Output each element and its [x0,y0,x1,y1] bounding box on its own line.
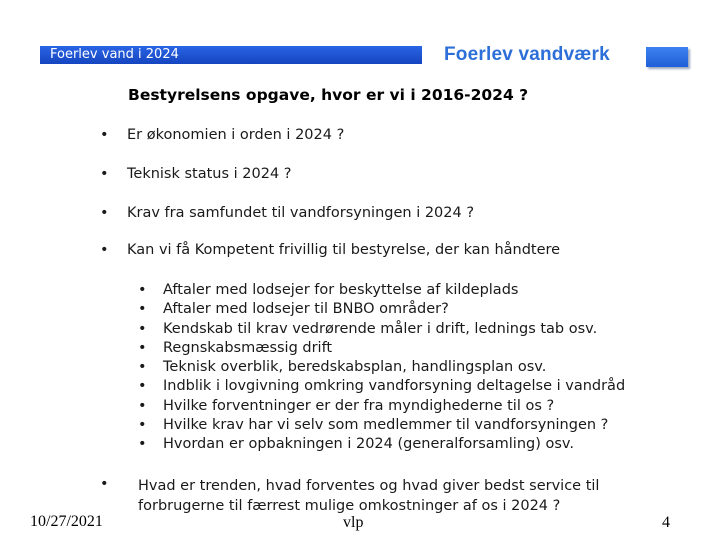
sub-bullet-item [138,377,625,396]
page-number: 4 [662,514,670,531]
bullet-dot-icon: • [138,320,147,337]
bullet-dot-icon: • [138,282,147,298]
bullet-dot-icon: • [138,301,147,318]
bullet-dot-icon: • [138,378,147,395]
sub-bullet-item [138,300,625,319]
footer-author: vlp [343,514,364,531]
bullet-text: Krav fra samfundet til vandforsyningen i 2024 ? [127,205,475,221]
header-title: Foerlev vand i 2024 [50,47,179,62]
sub-bullet-text: Hvilke forventninger er der fra myndighederne til os ? [163,397,555,414]
sub-bullet-text: Hvilke krav har vi selv som medlemmer til vandforsyningen ? [163,417,609,434]
sub-bullet-item [138,281,625,300]
bullet-dot-icon: • [138,359,147,376]
sub-bullet-item [138,397,625,416]
bullet-dot-icon: • [138,339,147,356]
sub-bullet-item [138,358,625,377]
sub-bullet-list [138,281,625,455]
sub-bullet-text: Regnskabsmæssig drift [163,339,333,356]
slide-title: Bestyrelsens opgave, hvor er vi i 2016-2024 ? [128,86,529,104]
bullet-dot-icon: • [138,417,147,434]
brand-color-block [646,47,688,67]
sub-bullet-item [138,320,625,339]
sub-bullet-text: Teknisk overblik, beredskabsplan, handlingsplan osv. [163,359,547,376]
bullet-dot-icon: • [100,242,109,258]
sub-bullet-text: Aftaler med lodsejer til BNBO områder? [163,301,449,318]
bullet-dot-icon: • [100,476,109,492]
sub-bullet-text: Kendskab til krav vedrørende måler i drift, lednings tab osv. [163,320,598,337]
header-title-bar [40,46,422,64]
bullet-text: Teknisk status i 2024 ? [127,166,292,182]
bullet-dot-icon: • [100,127,109,143]
footer-date: 10/27/2021 [30,513,103,530]
brand-logo-text: Foerlev vandværk [444,44,610,65]
sub-bullet-item [138,339,625,358]
last-bullet-text: Hvad er trenden, hvad forventes og hvad giver bedst service til forbrugerne til færrest mulige omkostninger af os i 2024 ? [138,478,600,514]
sub-bullet-text: Hvordan er opbakningen i 2024 (generalforsamling) osv. [163,436,574,453]
sub-bullet-item [138,416,625,435]
bullet-text: Er økonomien i orden i 2024 ? [127,127,345,143]
bullet-dot-icon: • [100,166,109,182]
sub-bullet-item [138,435,625,454]
bullet-text: Kan vi få Kompetent frivillig til bestyrelse, der kan håndtere [127,242,561,258]
bullet-dot-icon: • [138,436,147,453]
bullet-dot-icon: • [138,397,147,414]
sub-bullet-text: Indblik i lovgivning omkring vandforsyning deltagelse i vandråd [163,378,626,395]
sub-bullet-text: Aftaler med lodsejer for beskyttelse af kildeplads [163,282,519,298]
bullet-dot-icon: • [100,205,109,221]
